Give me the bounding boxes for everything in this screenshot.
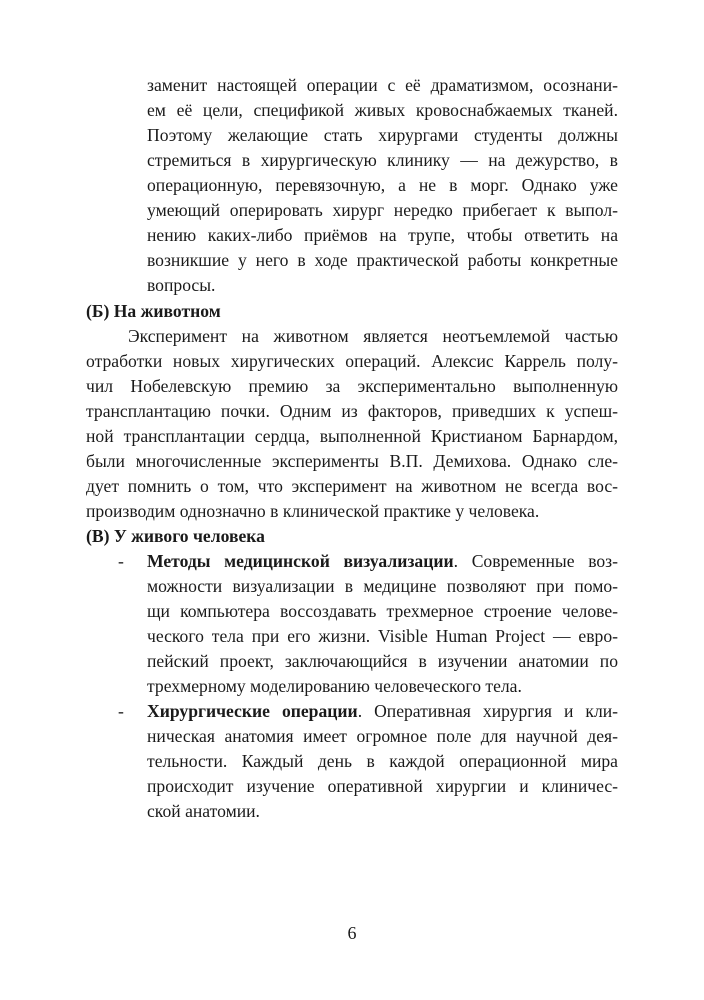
text-line: дует помнить о том, что эксперимент на животном не всегда вос- [86, 476, 618, 496]
section-heading: (В) У живого человека [86, 526, 265, 546]
text-line: операционную, перевязочную, а не в морг. Однако уже [147, 175, 618, 195]
text-line: тельности. Каждый день в каждой операционной мира [147, 751, 618, 771]
text-line: возникшие у него в ходе практической работы конкретные [147, 250, 618, 270]
text-line: чил Нобелевскую премию за экспериментально выполненную [86, 376, 618, 396]
text-line: Поэтому желающие стать хирургами студенты должны [147, 125, 618, 145]
text-line: вопросы. [147, 275, 216, 295]
list-item-first-line [147, 700, 618, 722]
text-line: происходит изучение оперативной хирургии и клиничес- [147, 776, 618, 796]
text-line: трехмерному моделированию человеческого тела. [147, 676, 522, 696]
list-bullet: - [118, 701, 124, 721]
text-line: отработки новых хиругических операций. Алексис Каррель полу- [86, 351, 618, 371]
section-heading: (Б) На животном [86, 301, 221, 321]
text-line: были многочисленные эксперименты В.П. Демихова. Однако сле- [86, 451, 618, 471]
list-item-text: . Оперативная хирургия и кли- [357, 701, 618, 721]
list-bullet: - [118, 551, 124, 571]
text-line: ческого тела при его жизни. Visible Human Project — евро- [147, 626, 618, 646]
text-line: пейский проект, заключающийся в изучении анатомии по [147, 651, 618, 671]
text-line: трансплантацию почки. Одним из факторов, приведших к успеш- [86, 401, 618, 421]
text-line: ной трансплантации сердца, выполненной Кристианом Барнардом, [86, 426, 618, 446]
page-number: 6 [347, 923, 357, 943]
list-item-title: Методы медицинской визуализации [147, 551, 454, 571]
text-line: Эксперимент на животном является неотъемлемой частью [128, 326, 618, 346]
list-item-title: Хирургические операции [147, 701, 358, 721]
text-line: стремиться в хирургическую клинику — на дежурство, в [147, 150, 618, 170]
text-line: ем её цели, спецификой живых кровоснабжаемых тканей. [147, 100, 618, 120]
text-line: можности визуализации в медицине позволяют при помо- [147, 576, 618, 596]
list-item-first-line [147, 550, 618, 572]
text-line: щи компьютера воссоздавать трехмерное строение челове- [147, 601, 618, 621]
text-line: ническая анатомия имеет огромное поле для научной дея- [147, 726, 618, 746]
text-line: ской анатомии. [147, 801, 260, 821]
text-line: производим однозначно в клинической практике у человека. [86, 501, 540, 521]
text-line: умеющий оперировать хирург нередко прибегает к выпол- [147, 200, 618, 220]
list-item-text: . Современные воз- [453, 551, 618, 571]
text-line: заменит настоящей операции с её драматизмом, осознани- [147, 75, 618, 95]
text-line: нению каких-либо приёмов на трупе, чтобы ответить на [147, 225, 618, 245]
